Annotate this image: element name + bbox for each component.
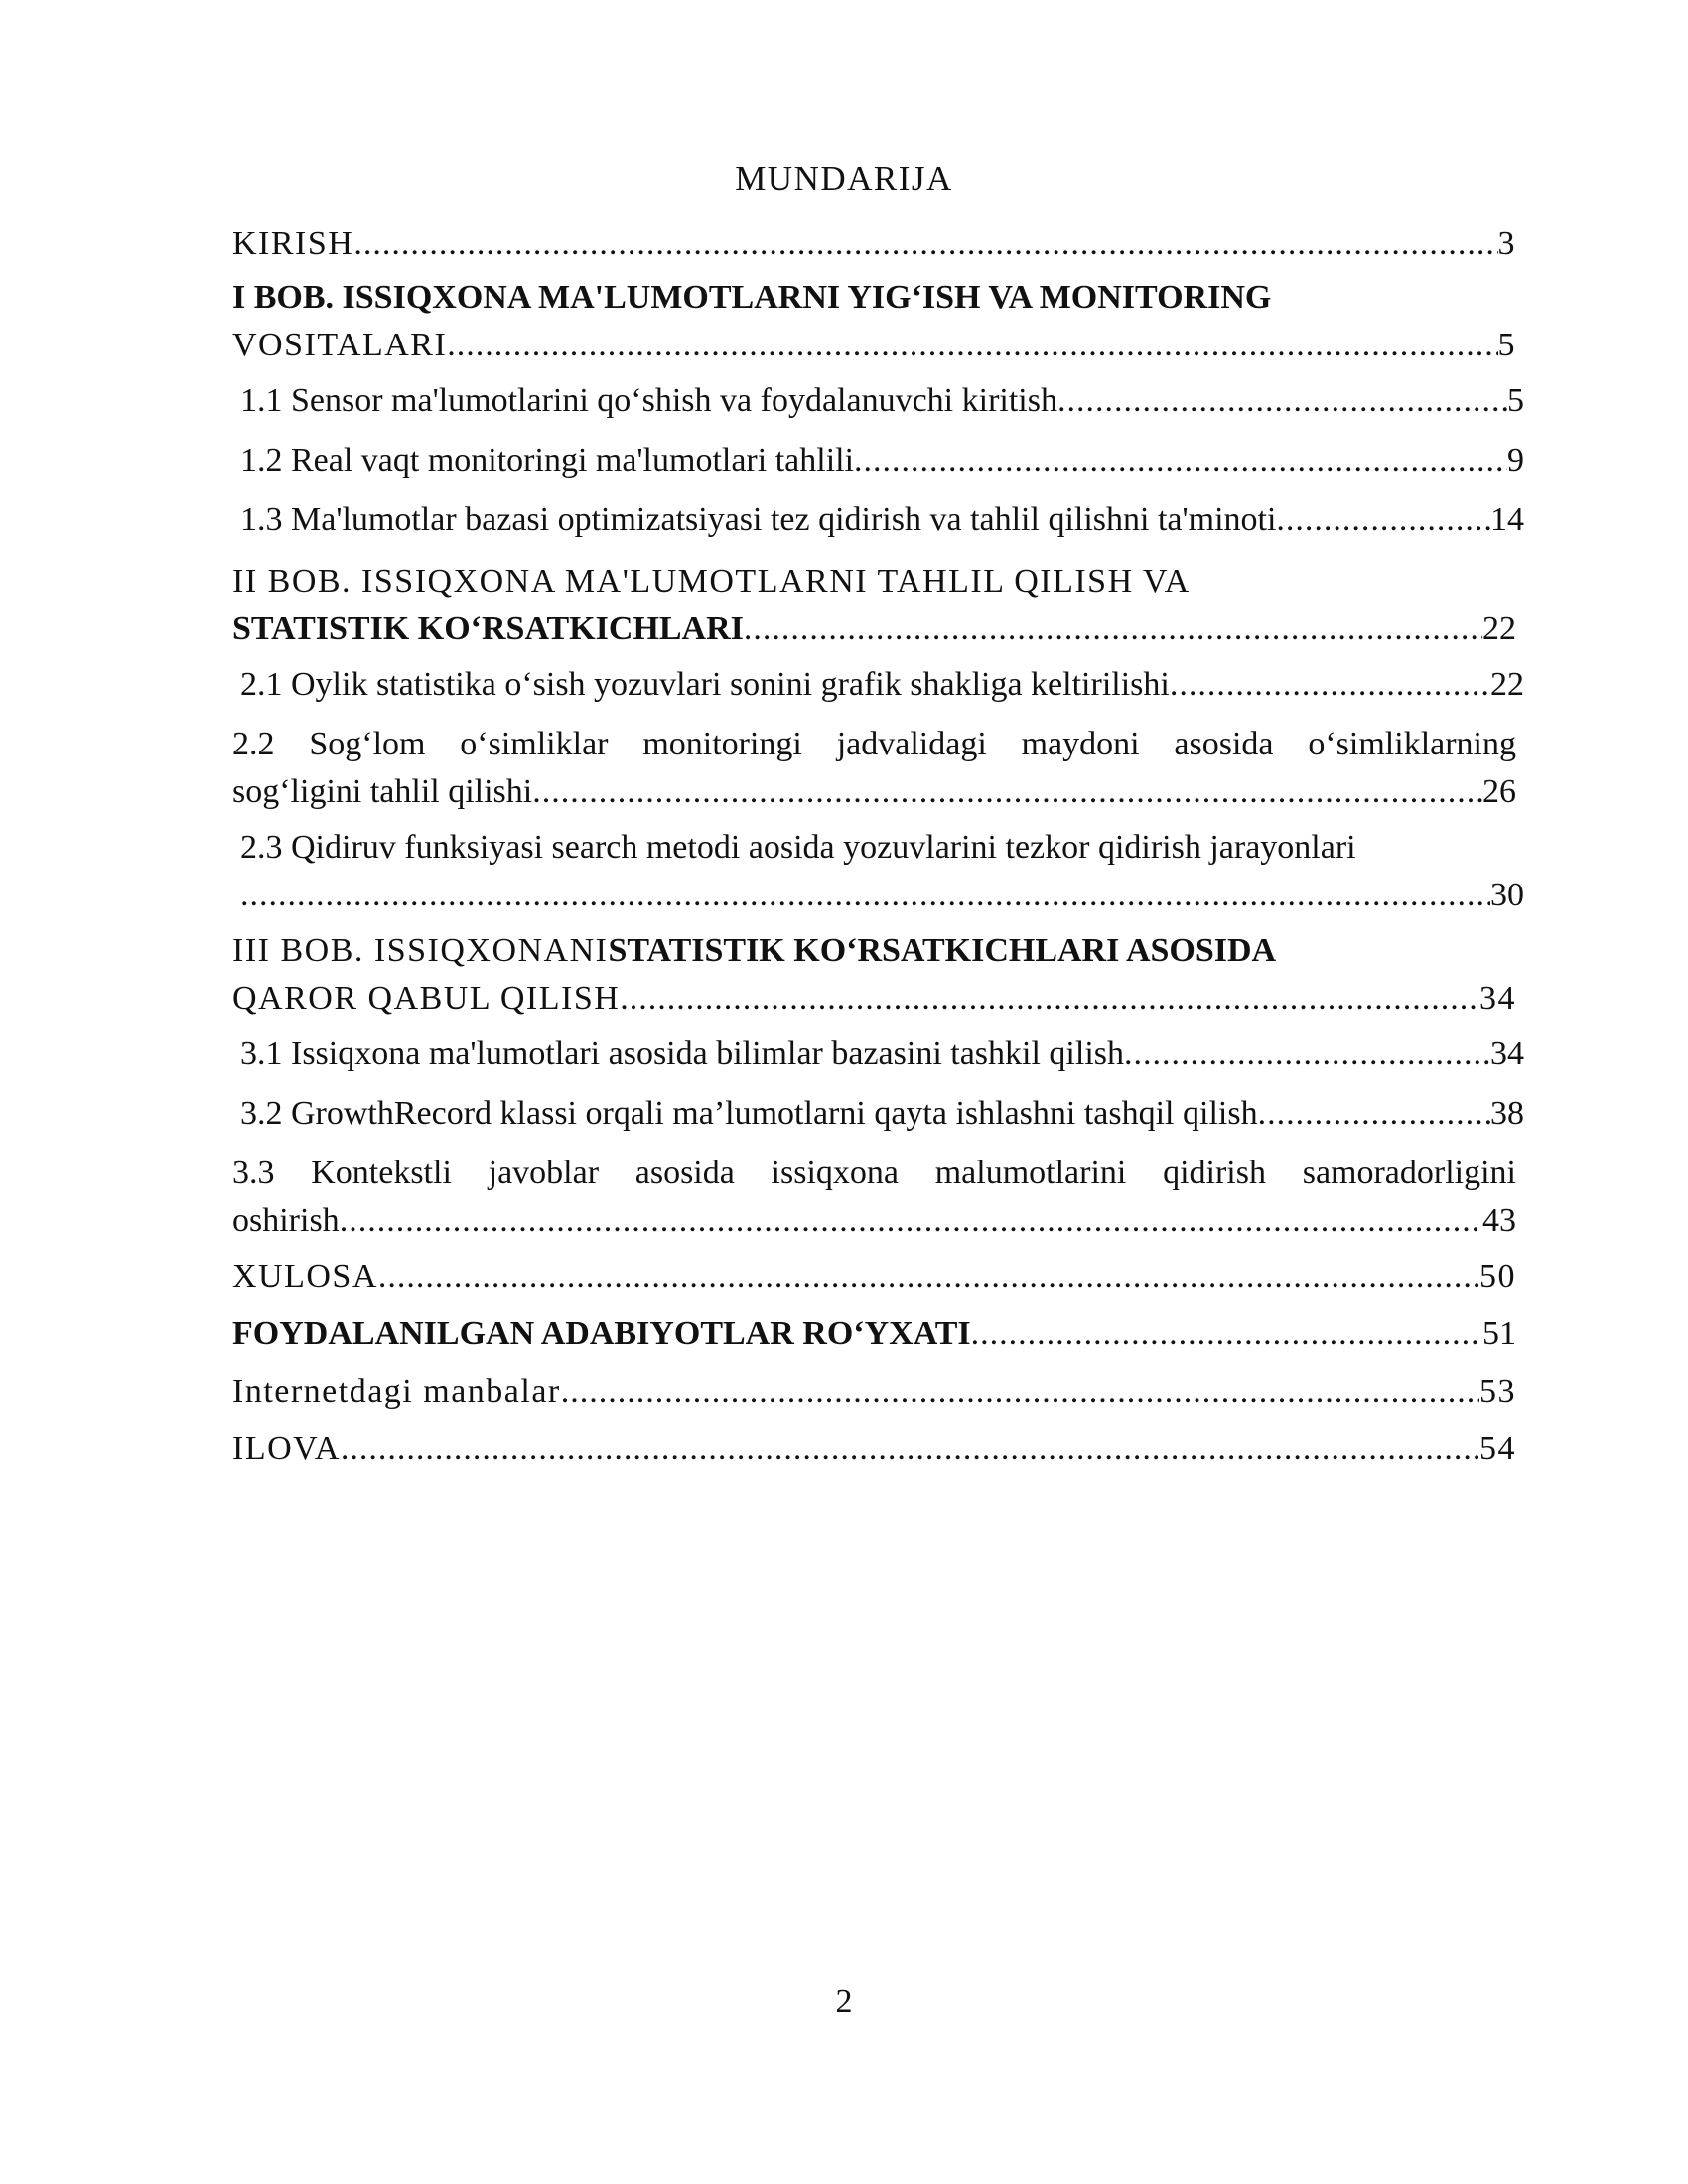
toc-page-number: 22 <box>1490 666 1524 703</box>
dot-leader <box>532 768 1482 816</box>
toc-entry-label-line2: sog‘ligini tahlil qilishi <box>232 773 533 810</box>
toc-page-number: 3 <box>1497 225 1516 262</box>
toc-entry-label-line1: 2.2 Sog‘lom o‘simliklar monitoringi jadvalidagi maydoni asosida o‘simliklarning <box>232 726 1516 762</box>
toc-entry-label: FOYDALANILGAN ADABIYOTLAR RO‘YXATI <box>232 1315 971 1352</box>
toc-entry-label: 3.2 GrowthRecord klassi orqali ma’lumotlarni qayta ishlashni tashqil qilish <box>240 1095 1258 1132</box>
toc-entry-chapter-2[interactable] <box>232 558 1516 653</box>
dot-leader <box>620 975 1479 1023</box>
toc-entry-label-line1: I BOB. ISSIQXONA MA'LUMOTLARNI YIG‘ISH VA MONITORING <box>232 279 1272 316</box>
toc-entry-3-1[interactable] <box>232 1030 1524 1078</box>
dot-leader <box>1124 1030 1490 1078</box>
dot-leader <box>447 322 1497 369</box>
toc-page-number: 5 <box>1507 382 1524 419</box>
toc-entry-3-2[interactable] <box>232 1090 1524 1138</box>
dot-leader <box>561 1368 1479 1416</box>
dot-leader <box>240 872 1490 919</box>
toc-entry-kirish[interactable] <box>232 220 1516 268</box>
toc-entry-2-2[interactable] <box>232 721 1516 816</box>
toc-page-number: 51 <box>1482 1315 1516 1352</box>
toc-entry-label-line2: VOSITALARI <box>232 327 448 363</box>
toc-entry-label: 1.1 Sensor ma'lumotlarini qo‘shish va foydalanuvchi kiritish <box>240 382 1057 419</box>
toc-entry-label: ILOVA <box>232 1431 341 1467</box>
dot-leader <box>353 220 1497 268</box>
toc-entry-chapter-3[interactable] <box>232 927 1516 1023</box>
dot-leader <box>378 1253 1479 1300</box>
toc-entry-label-line1-bold: STATISTIK KO‘RSATKICHLARI ASOSIDA <box>608 932 1277 969</box>
toc-entry-label: 1.3 Ma'lumotlar bazasi optimizatsiyasi tez qidirish va tahlil qilishni ta'minoti <box>240 501 1277 538</box>
dot-leader <box>340 1197 1482 1245</box>
toc-entry-label-line1: II BOB. ISSIQXONA MA'LUMOTLARNI TAHLIL QILISH VA <box>232 563 1191 600</box>
toc-entry-ilova[interactable] <box>232 1426 1516 1473</box>
toc-entry-label: 2.1 Oylik statistika o‘sish yozuvlari sonini grafik shakliga keltirilishi <box>240 666 1170 703</box>
toc-entry-1-2[interactable] <box>232 437 1524 484</box>
toc-entry-label-line2: STATISTIK KO‘RSATKICHLARI <box>232 611 744 647</box>
toc-page-number: 22 <box>1482 611 1516 647</box>
dot-leader <box>1258 1090 1490 1138</box>
dot-leader <box>1276 496 1490 544</box>
toc-entry-1-3[interactable] <box>232 496 1524 544</box>
toc-entry-label: KIRISH <box>232 225 354 262</box>
toc-entry-chapter-1[interactable] <box>232 274 1516 369</box>
dot-leader <box>341 1426 1479 1473</box>
toc-entry-references[interactable] <box>232 1310 1516 1358</box>
toc-entry-3-3[interactable] <box>232 1150 1516 1245</box>
toc-entry-label: Internetdagi manbalar <box>232 1373 561 1410</box>
dot-leader <box>1057 377 1507 425</box>
dot-leader <box>744 606 1482 653</box>
toc-entry-label: 3.1 Issiqxona ma'lumotlari asosida bilimlar bazasini tashkil qilish <box>240 1035 1124 1072</box>
toc-entry-label: XULOSA <box>232 1258 378 1295</box>
toc-page-number: 34 <box>1490 1035 1524 1072</box>
toc-page-number: 14 <box>1490 501 1524 538</box>
toc-title: MUNDARIJA <box>735 159 953 198</box>
toc-entry-label: 1.2 Real vaqt monitoringi ma'lumotlari tahlili <box>240 442 855 478</box>
toc-entry-label-line2: QAROR QABUL QILISH <box>232 980 621 1017</box>
toc-entry-internet-sources[interactable] <box>232 1368 1516 1416</box>
toc-page-number: 43 <box>1482 1202 1516 1239</box>
toc-page-number: 50 <box>1479 1258 1516 1295</box>
toc-entry-label-line1: 3.3 Kontekstli javoblar asosida issiqxona malumotlarini qidirish samoradorligini <box>232 1155 1516 1191</box>
dot-leader <box>971 1310 1482 1358</box>
toc-page-number: 30 <box>1490 877 1524 913</box>
page-number: 2 <box>835 1983 853 2020</box>
toc-entry-1-1[interactable] <box>232 377 1524 425</box>
toc-page-number: 5 <box>1497 327 1516 363</box>
toc-entry-2-1[interactable] <box>232 661 1524 709</box>
toc-page-number: 9 <box>1507 442 1524 478</box>
dot-leader <box>1170 661 1490 709</box>
toc-entry-xulosa[interactable] <box>232 1253 1516 1300</box>
toc-page-number: 53 <box>1479 1373 1516 1410</box>
toc-page-number: 54 <box>1479 1431 1516 1467</box>
dot-leader <box>854 437 1507 484</box>
toc-page-number: 26 <box>1482 773 1516 810</box>
toc-entry-label-line2: oshirish <box>232 1202 340 1239</box>
toc-page-number: 34 <box>1479 980 1516 1017</box>
toc-entry-2-3[interactable] <box>232 824 1524 919</box>
toc-page-number: 38 <box>1490 1095 1524 1132</box>
toc-entry-label-line1-prefix: III BOB. ISSIQXONANI <box>232 932 609 969</box>
toc-entry-label-line1: 2.3 Qidiruv funksiyasi search metodi aosida yozuvlarini tezkor qidirish jarayonlari <box>240 829 1356 866</box>
